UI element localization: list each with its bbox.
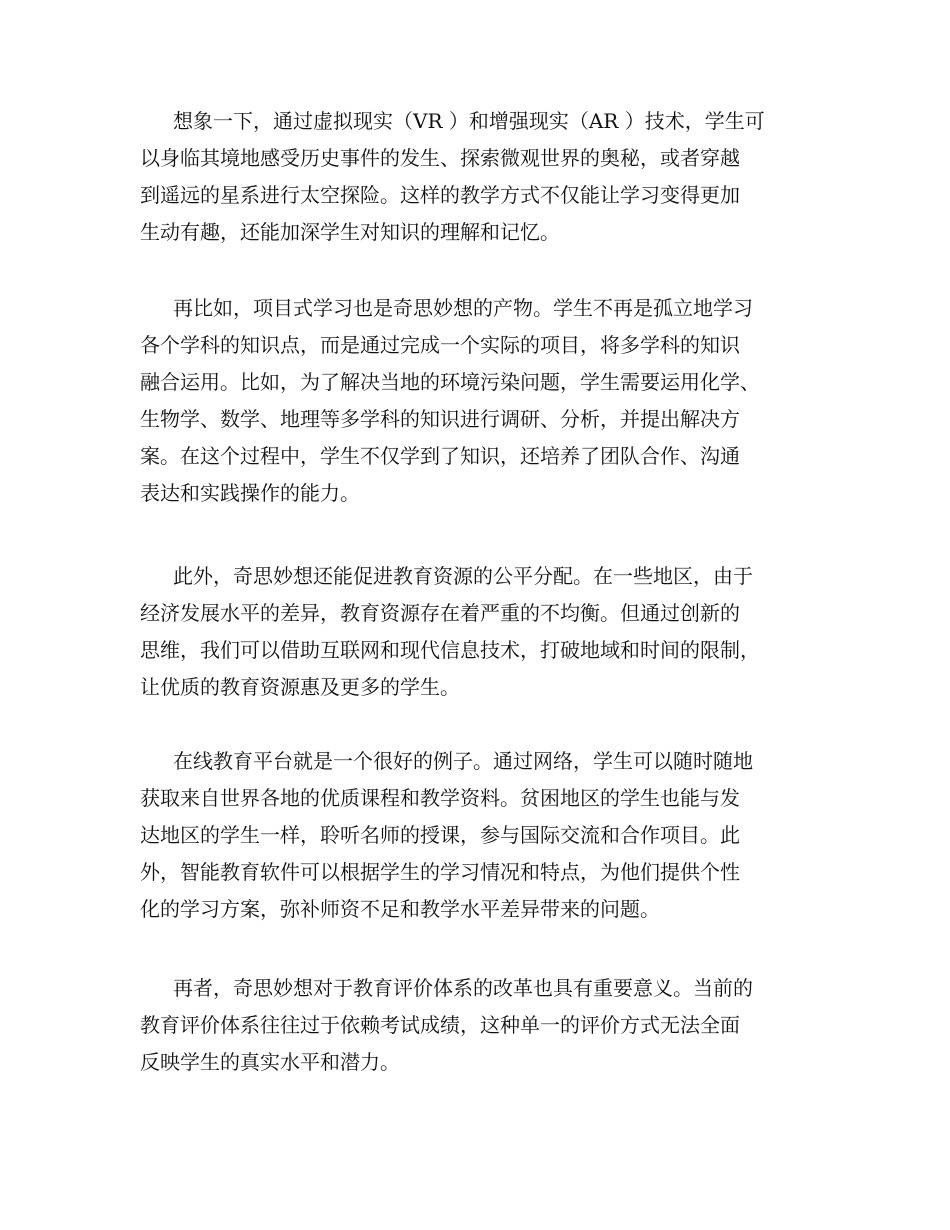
text-line: 各个学科的知识点，而是通过完成一个实际的项目，将多学科的知识 xyxy=(140,333,740,357)
text-line: 到遥远的星系进行太空探险。这样的教学方式不仅能让学习变得更加 xyxy=(140,183,740,207)
text-line: 融合运用。比如，为了解决当地的环境污染问题，学生需要运用化学、 xyxy=(140,370,760,394)
text-line: 让优质的教育资源惠及更多的学生。 xyxy=(140,675,460,699)
text-line: 反映学生的真实水平和潜力。 xyxy=(140,1050,400,1074)
text-line: 化的学习方案，弥补师资不足和教学水平差异带来的问题。 xyxy=(140,897,660,921)
text-line: 在线教育平台就是一个很好的例子。通过网络，学生可以随时随地 xyxy=(173,749,753,773)
text-line: 以身临其境地感受历史事件的发生、探索微观世界的奥秘，或者穿越 xyxy=(140,146,740,170)
text-line: 案。在这个过程中，学生不仅学到了知识，还培养了团队合作、沟通 xyxy=(140,444,740,468)
text-line: 再比如，项目式学习也是奇思妙想的产物。学生不再是孤立地学习 xyxy=(173,296,753,320)
text-line: 此外，奇思妙想还能促进教育资源的公平分配。在一些地区，由于 xyxy=(173,564,753,588)
text-line: 生物学、数学、地理等多学科的知识进行调研、分析，并提出解决方 xyxy=(140,407,740,431)
text-line: 再者，奇思妙想对于教育评价体系的改革也具有重要意义。当前的 xyxy=(173,976,753,1000)
text-line: 经济发展水平的差异，教育资源存在着严重的不均衡。但通过创新的 xyxy=(140,601,740,625)
paragraph-resource-fairness xyxy=(140,558,830,706)
text-line: 获取来自世界各地的优质课程和教学资料。贫困地区的学生也能与发 xyxy=(140,786,740,810)
paragraph-online-education xyxy=(140,743,830,928)
text-line: 教育评价体系往往过于依赖考试成绩，这种单一的评价方式无法全面 xyxy=(140,1013,740,1037)
paragraph-evaluation-reform xyxy=(140,970,830,1081)
text-line: 生动有趣，还能加深学生对知识的理解和记忆。 xyxy=(140,220,560,244)
paragraph-vr-ar xyxy=(140,103,830,251)
text-line: 表达和实践操作的能力。 xyxy=(140,481,360,505)
text-line: 思维，我们可以借助互联网和现代信息技术，打破地域和时间的限制， xyxy=(140,638,760,662)
text-line: 想象一下，通过虚拟现实（VR ）和增强现实（AR ）技术，学生可 xyxy=(173,109,765,133)
text-line: 达地区的学生一样，聆听名师的授课，参与国际交流和合作项目。此 xyxy=(140,823,740,847)
paragraph-project-learning xyxy=(140,290,830,512)
text-line: 外，智能教育软件可以根据学生的学习情况和特点，为他们提供个性 xyxy=(140,860,740,884)
